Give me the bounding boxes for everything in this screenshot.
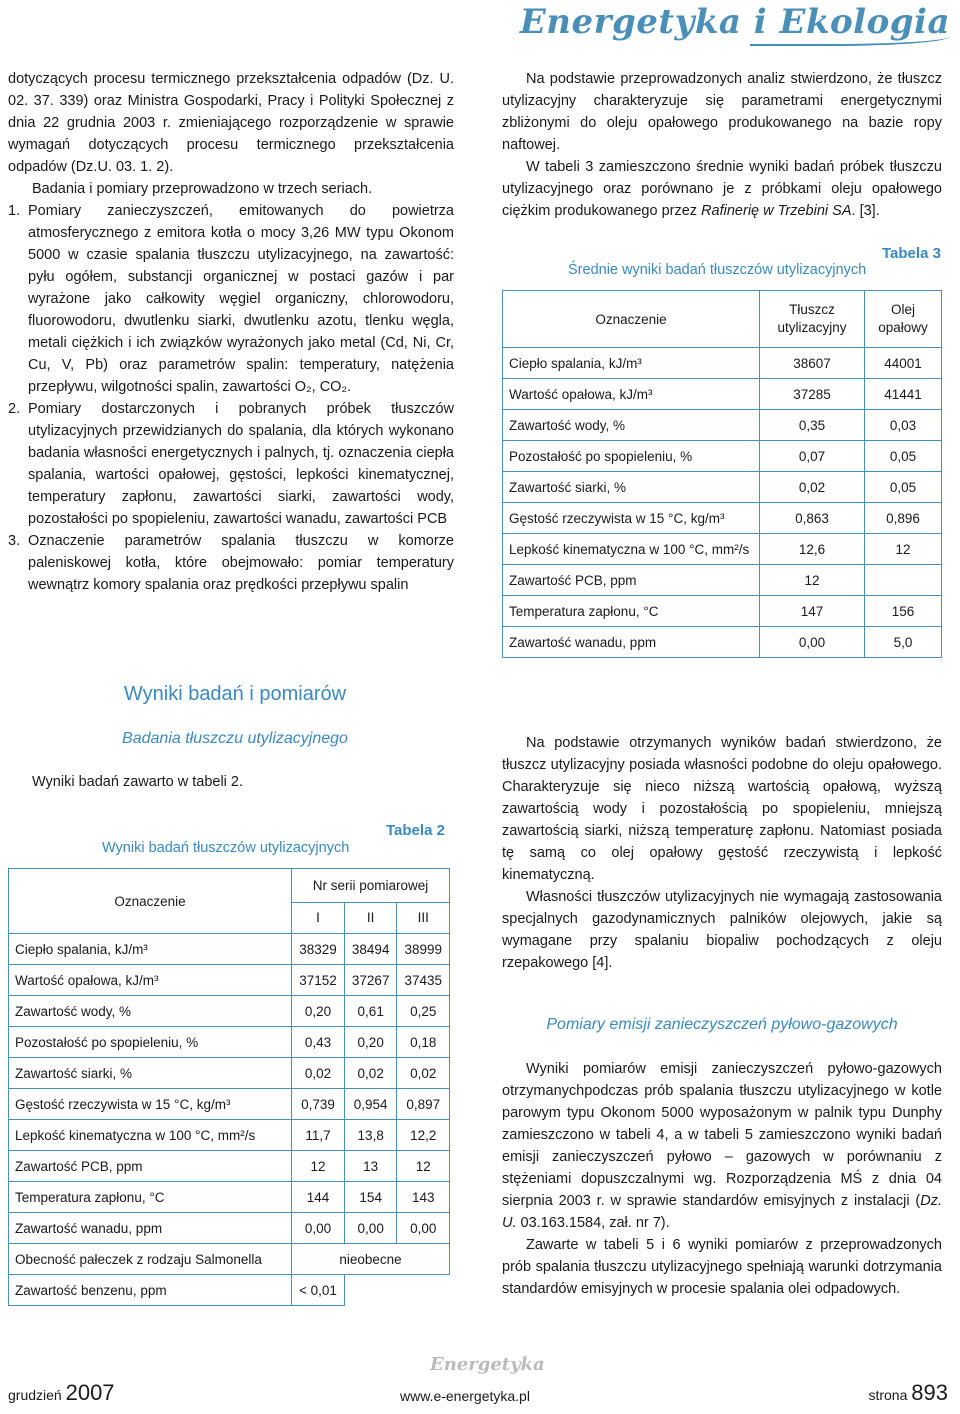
standards-paragraph: Zawarte w tabeli 5 i 6 wyniki pomiarów z przeprowadzonych prób spalania tłuszczu utylizacyjnego spełniają warunki dotrzymania standardów emisyjnych w procesie spalania olei odpadowych. bbox=[502, 1237, 942, 1297]
table2-row bbox=[9, 996, 450, 1027]
table2-cell: 0,897 bbox=[397, 1089, 450, 1120]
table2-cell: 0,739 bbox=[292, 1089, 345, 1120]
table2-cell: < 0,01 bbox=[292, 1275, 345, 1306]
table2-cell: nieobecne bbox=[292, 1244, 450, 1275]
table3-number: Tabela 3 bbox=[882, 245, 941, 262]
table3-cell: 0,05 bbox=[865, 472, 942, 503]
table2-row-label: Temperatura zapłonu, °C bbox=[9, 1182, 292, 1213]
table2-cell: 13 bbox=[344, 1151, 397, 1182]
table2-cell: 37152 bbox=[292, 965, 345, 996]
footer-date: grudzień 2007 bbox=[8, 1380, 115, 1405]
table3-cell: 0,00 bbox=[760, 627, 865, 658]
table2-cell: 38494 bbox=[344, 934, 397, 965]
table3-row-label: Temperatura zapłonu, °C bbox=[503, 596, 760, 627]
table2-row-label: Gęstość rzeczywista w 15 °C, kg/m³ bbox=[9, 1089, 292, 1120]
table3-cell: 41441 bbox=[865, 379, 942, 410]
table2-cell: 0,20 bbox=[344, 1027, 397, 1058]
table3-row-label: Zawartość PCB, ppm bbox=[503, 565, 760, 596]
table2-cell: 0,18 bbox=[397, 1027, 450, 1058]
table2-row-label: Zawartość wody, % bbox=[9, 996, 292, 1027]
table3-cell: 0,896 bbox=[865, 503, 942, 534]
table2-cell: 144 bbox=[292, 1182, 345, 1213]
table2-head-label: Oznaczenie bbox=[9, 869, 292, 934]
table3-row-label: Wartość opałowa, kJ/m³ bbox=[503, 379, 760, 410]
table3-row bbox=[503, 627, 942, 658]
table3-cell: 0,03 bbox=[865, 410, 942, 441]
table2-cell: 0,25 bbox=[397, 996, 450, 1027]
conclusion-paragraph: Na podstawie otrzymanych wyników badań stwierdzono, że tłuszcz utylizacyjny posiada własności podobne do oleju opałowego. Charakteryzuje się nieco niższą wartością opałową, wyższą zawartością wody i pozostałością po spopieleniu, mniejszą zawartością siarki, niższą temperaturę zapłonu. Natomiast posiada tę samą co olej opałowy gęstość rzeczywistą i lepkość kinematyczną. bbox=[502, 735, 942, 883]
table2-cell: 0,20 bbox=[292, 996, 345, 1027]
table2-row bbox=[9, 1089, 450, 1120]
table3-caption: Średnie wyniki badań tłuszczów utylizacyjnych bbox=[568, 262, 867, 278]
table3-row bbox=[503, 472, 942, 503]
table2-row-label: Obecność pałeczek z rodzaju Salmonella bbox=[9, 1244, 292, 1275]
table3-intro-paragraph: W tabeli 3 zamieszczono średnie wyniki badań próbek tłuszczu utylizacyjnego oraz porównano je z próbkami oleju opałowego ciężkim produkowanego przez Rafinerię w Trzebini SA. [3]. bbox=[502, 159, 942, 219]
section-title: Wyniki badań i pomiarów bbox=[123, 683, 347, 705]
measurement-list bbox=[8, 200, 454, 596]
page-footer bbox=[0, 1354, 960, 1414]
burner-paragraph: Własności tłuszczów utylizacyjnych nie wymagają zastosowania specjalnych gazodynamicznych palników olejowych, jakie są wymagane przy spalaniu biopaliw pochodzących z oleju rzepakowego [4]. bbox=[502, 889, 942, 971]
table3-row bbox=[503, 379, 942, 410]
intro-paragraph: dotyczących procesu termicznego przekształcenia odpadów (Dz. U. 02. 37. 339) oraz Ministra Gospodarki, Pracy i Polityki Społecznej z dnia 22 grudnia 2003 r. zmieniającego rozporządzenie w sprawie wymagań dotyczących procesu termicznego przekształcenia odpadów (Dz.U. 03. 1. 2). bbox=[8, 71, 454, 175]
table3 bbox=[502, 290, 942, 658]
footer-url[interactable]: www.e-energetyka.pl bbox=[400, 1388, 530, 1404]
table3-row-label: Ciepło spalania, kJ/m³ bbox=[503, 348, 760, 379]
subsection-title-emissions: Pomiary emisji zanieczyszczeń pyłowo-gazowych bbox=[546, 1016, 898, 1033]
table3-row bbox=[503, 596, 942, 627]
table2-cell: 12 bbox=[292, 1151, 345, 1182]
table3-cell: 0,07 bbox=[760, 441, 865, 472]
table3-row bbox=[503, 565, 942, 596]
table2-row-label: Wartość opałowa, kJ/m³ bbox=[9, 965, 292, 996]
table2-cell: 38329 bbox=[292, 934, 345, 965]
header-brand bbox=[519, 0, 950, 48]
table3-row-label: Zawartość wanadu, ppm bbox=[503, 627, 760, 658]
table3-head-col1: Tłuszcz utylizacyjny bbox=[760, 291, 865, 348]
table2-cell: 0,954 bbox=[344, 1089, 397, 1120]
footer-logo: Energetyka bbox=[430, 1354, 545, 1375]
table2-row-label: Lepkość kinematyczna w 100 °C, mm²/s bbox=[9, 1120, 292, 1151]
measurement-item: 2. Pomiary dostarczonych i pobranych próbek tłuszczów utylizacyjnych przewidzianych do spalania, dla których wykonano badania własności energetycznych i palnych, tj. oznaczenia ciepła spalania, wartości opałowej, gęstości, lepkości kinematycznej, temperatury zapłonu, zawartości siarki, zawartości wody, pozostałości po spopieleniu, zawartości wanadu, zawartości PCB bbox=[8, 401, 454, 527]
table3-cell: 12 bbox=[760, 565, 865, 596]
table3-cell: 44001 bbox=[865, 348, 942, 379]
table3-cell: 5,0 bbox=[865, 627, 942, 658]
measurement-item: 3. Oznaczenie parametrów spalania tłuszczu w komorze paleniskowej kotła, które obejmowało: pomiar temperatury wewnątrz komory spalania oraz prędkości przepływu spalin bbox=[8, 533, 454, 593]
right-column-emissions bbox=[502, 1058, 942, 1300]
results-intro: Wyniki badań zawarto w tabeli 2. bbox=[32, 774, 244, 790]
table3-cell: 12,6 bbox=[760, 534, 865, 565]
table2-cell: 0,43 bbox=[292, 1027, 345, 1058]
table2-cell: 0,02 bbox=[397, 1058, 450, 1089]
table2-row-label: Zawartość wanadu, ppm bbox=[9, 1213, 292, 1244]
table3-row bbox=[503, 503, 942, 534]
table2 bbox=[8, 868, 450, 1306]
table2-row bbox=[9, 1058, 450, 1089]
table2-cell: 12 bbox=[397, 1151, 450, 1182]
table2-row-label: Zawartość siarki, % bbox=[9, 1058, 292, 1089]
table2-row bbox=[9, 1151, 450, 1182]
table2-cell: 12,2 bbox=[397, 1120, 450, 1151]
table3-cell: 37285 bbox=[760, 379, 865, 410]
table2-row bbox=[9, 1213, 450, 1244]
table2-row-label: Pozostałość po spopieleniu, % bbox=[9, 1027, 292, 1058]
table2-cell: 0,00 bbox=[344, 1213, 397, 1244]
right-column-lower bbox=[502, 732, 942, 974]
table2-caption: Wyniki badań tłuszczów utylizacyjnych bbox=[102, 840, 350, 856]
table2-row-label: Zawartość PCB, ppm bbox=[9, 1151, 292, 1182]
table3-cell bbox=[865, 565, 942, 596]
subsection-title-fat: Badania tłuszczu utylizacyjnego bbox=[122, 730, 348, 747]
table3-row bbox=[503, 410, 942, 441]
table2-head-group: Nr serii pomiarowej bbox=[292, 869, 450, 903]
table2-row bbox=[9, 1027, 450, 1058]
table2-cell: 0,02 bbox=[344, 1058, 397, 1089]
table2-cell: 0,02 bbox=[292, 1058, 345, 1089]
table3-row-label: Zawartość wody, % bbox=[503, 410, 760, 441]
table3-head-col2: Olej opałowy bbox=[865, 291, 942, 348]
table3-cell: 0,02 bbox=[760, 472, 865, 503]
emissions-paragraph: Wyniki pomiarów emisji zanieczyszczeń pyłowo-gazowych otrzymanychpodczas prób spalania tłuszczu utylizacyjnego w kotle parowym typu Okonom 5000 wyposażonym w palnik typu Dunphy zamieszczono w tabeli 4, a w tabeli 5 zamieszczono wyniki badań emisji zanieczyszczeń pyłowo – gazowych w porównaniu z stężeniami dopuszczalnymi wg. Rozporządzenia MŚ z dnia 04 sierpnia 2003 r. w sprawie standardów emisyjnych z instalacji (Dz. U. 03.163.1584, zał. nr 7). bbox=[502, 1061, 942, 1231]
right-column bbox=[502, 68, 942, 222]
table2-number: Tabela 2 bbox=[386, 822, 445, 839]
table3-cell: 147 bbox=[760, 596, 865, 627]
left-column bbox=[8, 68, 454, 596]
table2-row-label: Ciepło spalania, kJ/m³ bbox=[9, 934, 292, 965]
table3-row-label: Lepkość kinematyczna w 100 °C, mm²/s bbox=[503, 534, 760, 565]
table2-cell: 13,8 bbox=[344, 1120, 397, 1151]
table2-head-col: II bbox=[344, 902, 397, 933]
table2-row bbox=[9, 934, 450, 965]
table2-row bbox=[9, 965, 450, 996]
table2-cell: 38999 bbox=[397, 934, 450, 965]
table2-cell: 11,7 bbox=[292, 1120, 345, 1151]
table2-cell: 154 bbox=[344, 1182, 397, 1213]
magazine-logo: Energetyka i Ekologia bbox=[519, 2, 950, 42]
table3-row bbox=[503, 534, 942, 565]
table3-cell: 0,863 bbox=[760, 503, 865, 534]
logo-swoosh bbox=[750, 30, 950, 46]
table3-row bbox=[503, 348, 942, 379]
table3-row-label: Pozostałość po spopieleniu, % bbox=[503, 441, 760, 472]
table3-cell: 156 bbox=[865, 596, 942, 627]
footer-page: strona 893 bbox=[868, 1380, 948, 1405]
table2-cell: 0,00 bbox=[292, 1213, 345, 1244]
series-intro: Badania i pomiary przeprowadzono w trzech seriach. bbox=[32, 181, 373, 197]
table2-row-label: Zawartość benzenu, ppm bbox=[9, 1275, 292, 1306]
table3-cell: 38607 bbox=[760, 348, 865, 379]
table2-row bbox=[9, 1120, 450, 1151]
table2-head-col: III bbox=[397, 902, 450, 933]
table3-cell: 12 bbox=[865, 534, 942, 565]
table3-cell: 0,35 bbox=[760, 410, 865, 441]
table2-cell: 0,61 bbox=[344, 996, 397, 1027]
table3-row-label: Gęstość rzeczywista w 15 °C, kg/m³ bbox=[503, 503, 760, 534]
table3-cell: 0,05 bbox=[865, 441, 942, 472]
table2-cell: 37267 bbox=[344, 965, 397, 996]
table3-head-label: Oznaczenie bbox=[503, 291, 760, 348]
table2-cell: 143 bbox=[397, 1182, 450, 1213]
analysis-paragraph: Na podstawie przeprowadzonych analiz stwierdzono, że tłuszcz utylizacyjny charakteryzuje się parametrami energetycznymi zbliżonymi do oleju opałowego produkowanego na bazie ropy naftowej. bbox=[502, 71, 942, 153]
table3-row bbox=[503, 441, 942, 472]
table2-head-col: I bbox=[292, 902, 345, 933]
table3-row-label: Zawartość siarki, % bbox=[503, 472, 760, 503]
table2-row bbox=[9, 1182, 450, 1213]
table2-cell: 0,00 bbox=[397, 1213, 450, 1244]
measurement-item: 1. Pomiary zanieczyszczeń, emitowanych do powietrza atmosferycznego z emitora kotła o mocy 3,26 MW typu Okonom 5000 w czasie spalania tłuszczu utylizacyjnego, na zawartość: pyłu ogółem, substancji organicznej w postaci gazów i par wyrażone jako całkowity węgiel organiczny, chlorowodoru, fluorowodoru, dwutlenku siarki, dwutlenku azotu, tlenku węgla, metali ciężkich i ich związków wyrażonych jako metal (Cd, Ni, Cr, Cu, V, Pb) oraz parametrów spalin: temperatury, natężenia przepływu, wilgotności spalin, zawartości O₂, CO₂. bbox=[8, 203, 454, 395]
table2-cell: 37435 bbox=[397, 965, 450, 996]
